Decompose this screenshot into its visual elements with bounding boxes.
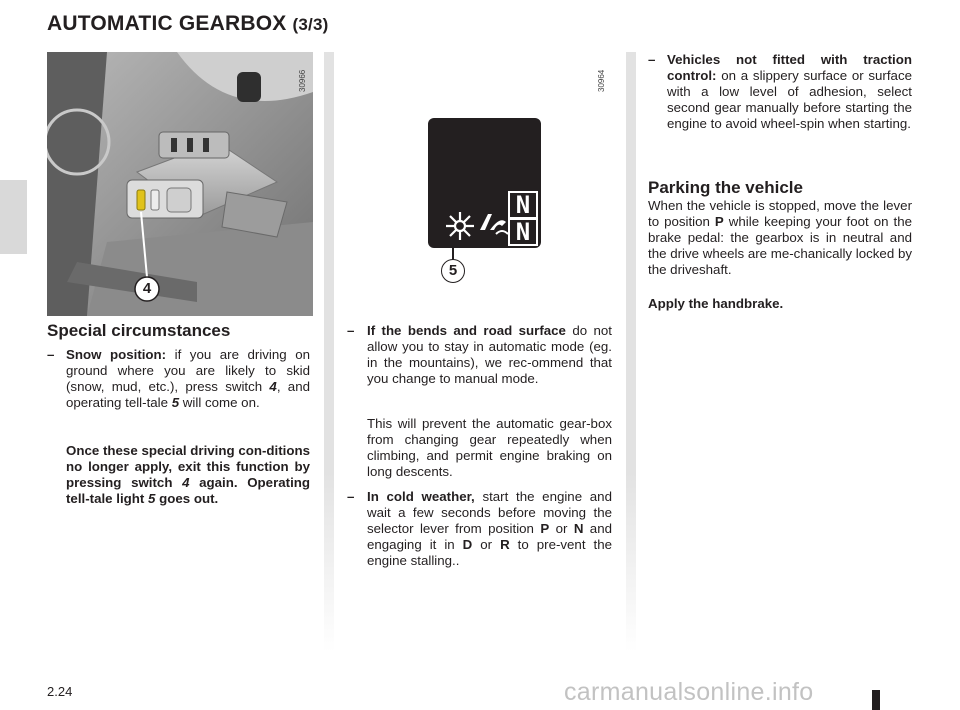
photo-callout-4: 4 bbox=[142, 280, 152, 297]
display-callout-5: 5 bbox=[441, 259, 465, 283]
page-title bbox=[47, 12, 328, 36]
column-separator-left bbox=[324, 52, 334, 652]
page-corner-mark bbox=[872, 690, 880, 710]
display-callout-leader bbox=[452, 236, 454, 260]
display-reference-number: 30964 bbox=[597, 69, 606, 92]
page-number: 2.24 bbox=[47, 684, 73, 699]
bends-paragraph: If the bends and road surface do not allow you to stay in automatic mode (eg. in the mountains), we rec-ommend that you change to manual mode. bbox=[367, 323, 612, 386]
list-dash: – bbox=[347, 323, 355, 338]
parking-heading: Parking the vehicle bbox=[648, 178, 803, 197]
traction-warning-icon bbox=[480, 214, 508, 234]
parking-paragraph: When the vehicle is stopped, move the lever to position P while keeping your foot on the brake pedal: the gearbox is in neutral and the drive wheels are me-chanically locked by the driveshaft. bbox=[648, 198, 912, 277]
snow-position-paragraph: Snow position: if you are driving on ground where you are likely to skid (snow, mud, etc.), press switch 4, and operating tell-tale 5 will come on. bbox=[66, 347, 310, 410]
special-circumstances-heading: Special circumstances bbox=[47, 321, 231, 340]
section-tab bbox=[0, 180, 27, 254]
list-dash: – bbox=[47, 347, 55, 362]
cold-weather-lead: In cold weather, bbox=[367, 489, 475, 504]
gear-indicator-top: N bbox=[508, 191, 538, 219]
handbrake-note: Apply the handbrake. bbox=[648, 296, 784, 311]
snow-position-lead: Snow position: bbox=[66, 347, 167, 362]
traction-control-paragraph: Vehicles not fitted with traction control: on a slippery surface or surface with a low level of adhesion, select second gear manually before starting the engine to avoid wheel-spin when starting. bbox=[667, 52, 912, 131]
dashboard-switch-photo bbox=[47, 52, 313, 316]
list-dash: – bbox=[648, 52, 656, 67]
cold-weather-paragraph: In cold weather, start the engine and wait a few seconds before moving the selector lever from position P or N and engaging it in D or R to pre-vent the engine stalling.. bbox=[367, 489, 612, 568]
page-title-suffix: (3/3) bbox=[292, 15, 329, 34]
instrument-display bbox=[428, 118, 541, 248]
snow-position-exit-paragraph: Once these special driving con-ditions no longer apply, exit this function by pressing switch 4 again. Operating tell-tale light 5 goes out. bbox=[66, 443, 311, 506]
traction-control-lead: Vehicles not fitted with traction control: bbox=[667, 52, 912, 83]
photo-reference-number: 30966 bbox=[298, 69, 307, 92]
bends-lead: If the bends and road surface bbox=[367, 323, 566, 338]
list-dash: – bbox=[347, 489, 355, 504]
bends-paragraph-2: This will prevent the automatic gear-box from changing gear repeatedly when climbing, and permit engine braking on long descents. bbox=[367, 416, 612, 479]
page-title-main: AUTOMATIC GEARBOX bbox=[47, 12, 287, 35]
gear-indicator-bottom: N bbox=[508, 218, 538, 246]
snowflake-icon bbox=[446, 212, 474, 240]
column-separator-right bbox=[626, 52, 636, 652]
watermark-text: carmanualsonline.info bbox=[564, 678, 814, 706]
